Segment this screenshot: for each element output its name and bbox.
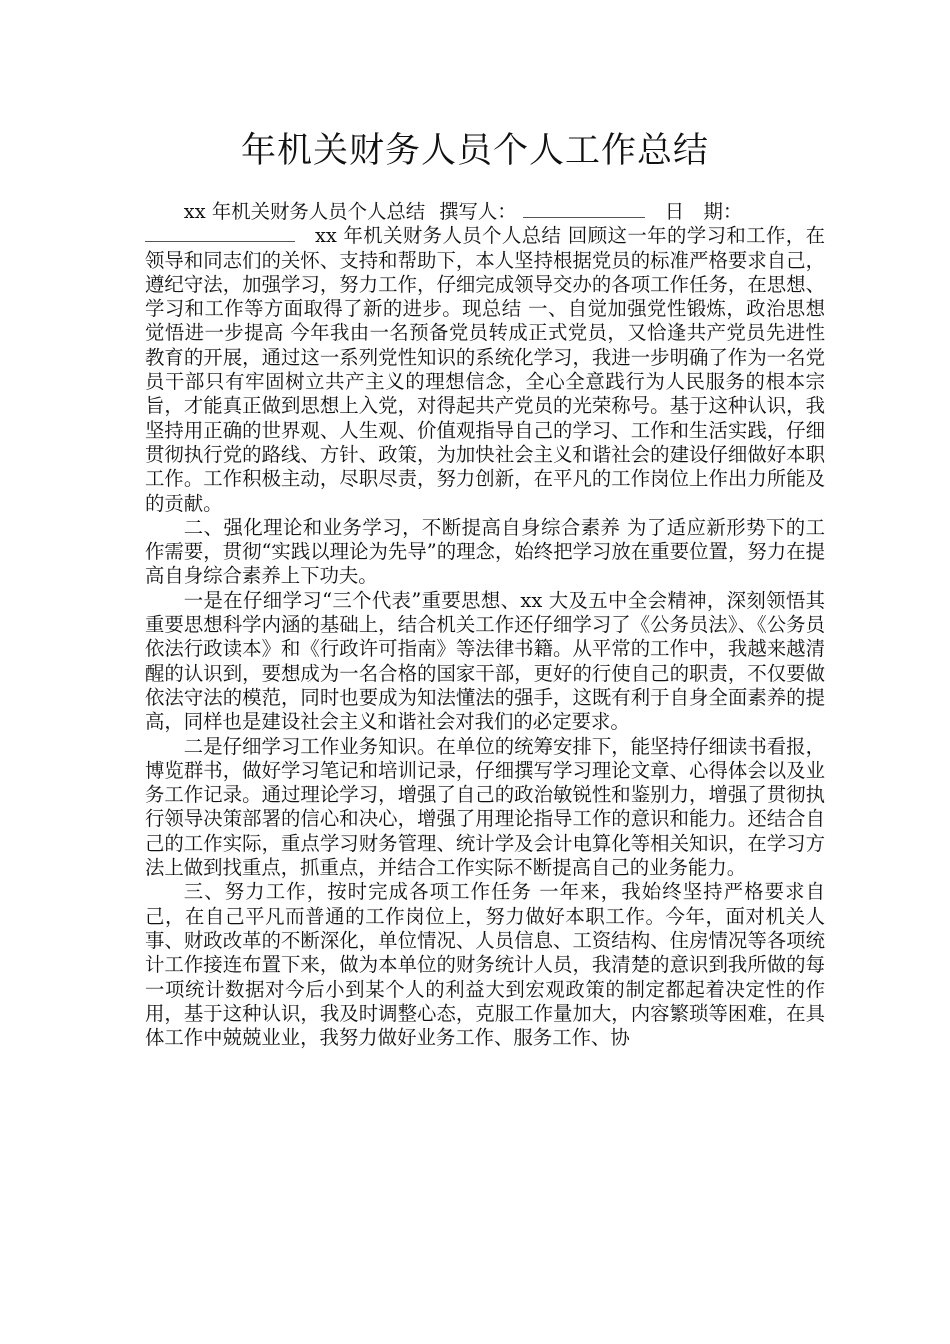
author-blank (523, 201, 645, 218)
header-line (145, 200, 825, 224)
author-label: 撰写人： (439, 200, 517, 223)
paragraph: 二、强化理论和业务学习，不断提高自身综合素养 为了适应新形势下的工作需要，贯彻“实践以理论为先导”的理念，始终把学习放在重要位置，努力在提高自身综合素养上下功夫。 (145, 515, 825, 588)
date-blank (145, 225, 295, 242)
paragraph: 二是仔细学习工作业务知识。在单位的统筹安排下，能坚持仔细读书看报，博览群书，做好学习笔记和培训记录，仔细撰写学习理论文章、心得体会以及业务工作记录。通过理论学习，增强了自己的政治敏锐性和鉴别力，增强了贯彻执行领导决策部署的信心和决心，增强了用理论指导工作的意识和能力。还结合自己的工作实际，重点学习财务管理、统计学及会计电算化等相关知识，在学习方法上做到找重点，抓重点，并结合工作实际不断提高自己的业务能力。 (145, 734, 825, 880)
paragraph: 三、努力工作，按时完成各项工作任务 一年来，我始终坚持严格要求自己，在自己平凡而普通的工作岗位上，努力做好本职工作。今年，面对机关人事、财政改革的不断深化，单位情况、人员信息、工资结构、住房情况等各项统计工作接连布置下来，做为本单位的财务统计人员，我清楚的意识到我所做的每一项统计数据对今后小到某个人的利益大到宏观政策的制定都起着决定性的作用，基于这种认识，我及时调整心态，克服工作量加大，内容繁琐等困难，在具体工作中兢兢业业，我努力做好业务工作、服务工作、协 (145, 880, 825, 1050)
date-label: 日 期： (664, 200, 743, 223)
paragraph-text: xx 年机关财务人员个人总结 回顾这一年的学习和工作，在领导和同志们的关怀、支持和帮助下，本人坚持根据党员的标准严格要求自己，遵纪守法，加强学习，努力工作，仔细完成领导交办的各项工作任务，在思想、学习和工作等方面取得了新的进步。现总结 一、自觉加强党性锻炼，政治思想觉悟进一步提高 今年我由一名预备党员转成正式党员，又恰逢共产党员先进性教育的开展，通过这一系列党性知识的系统化学习，我进一步明确了作为一名党员干部只有牢固树立共产主义的理想信念，全心全意践行为人民服务的根本宗旨，才能真正做到思想上入党，对得起共产党员的光荣称号。基于这种认识，我坚持用正确的世界观、人生观、价值观指导自己的学习、工作和生活实践，仔细贯彻执行党的路线、方针、政策，为加快社会主义和谐社会的建设仔细做好本职工作。工作积极主动，尽职尽责，努力创新，在平凡的工作岗位上作出力所能及的贡献。 (145, 224, 825, 515)
paragraph (145, 224, 825, 516)
paragraph: 一是在仔细学习“三个代表”重要思想、xx 大及五中全会精神，深刻领悟其重要思想科学内涵的基础上，结合机关工作还仔细学习了《公务员法》、《公务员依法行政读本》和《行政许可指南》等法律书籍。从平常的工作中，我越来越清醒的认识到，要想成为一名合格的国家干部，更好的行使自己的职责，不仅要做依法守法的模范，同时也要成为知法懂法的强手，这既有利于自身全面素养的提高，同样也是建设社会主义和谐社会对我们的必定要求。 (145, 588, 825, 734)
summary-title: xx 年机关财务人员个人总结 (183, 200, 426, 223)
document-body (145, 200, 825, 1050)
document-title: 年机关财务人员个人工作总结 (240, 131, 709, 171)
